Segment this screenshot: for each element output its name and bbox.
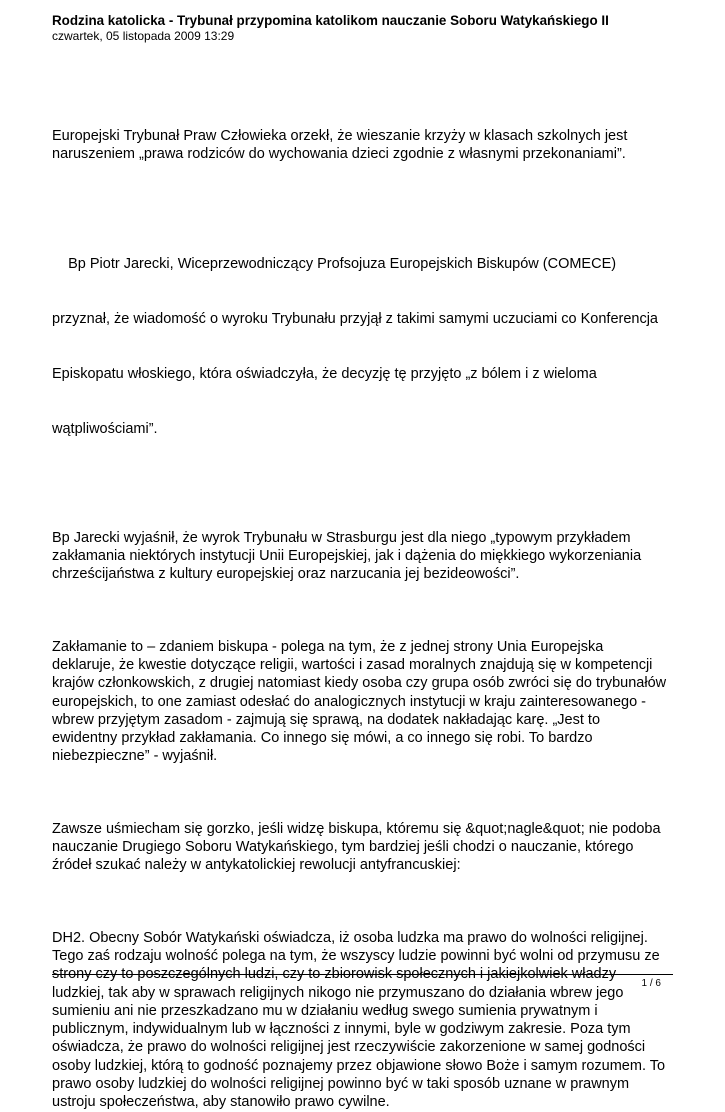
paragraph bbox=[52, 529, 692, 584]
document-header bbox=[52, 13, 692, 44]
text-line: DH2. Obecny Sobór Watykański oświadcza, iż osoba ludzka ma prawo do wolności religijnej. bbox=[52, 929, 648, 946]
text-line: sumieniu ani nie przeszkadzano mu w działaniu według swego sumienia prywatnym i bbox=[52, 1002, 598, 1019]
text-line: wbrew przyjętym zasadom - zajmują się sprawą, na dodatek nakładając karę. „Jest to bbox=[52, 711, 601, 728]
footer-divider bbox=[52, 974, 673, 975]
text-line: Europejski Trybunał Praw Człowieka orzekł, że wieszanie krzyży w klasach szkolnych jest bbox=[52, 128, 628, 144]
text-line: chrześcijaństwa z kultury europejskiej oraz narzucania jej bezideowości”. bbox=[52, 566, 520, 583]
text-line: ludzkiej, tak aby w sprawach religijnych nikogo nie przymuszano do działania wbrew jego bbox=[52, 984, 624, 1001]
text-line: ewidentny przykład zakłamania. Co innego się mówi, a co innego się robi. To bardzo bbox=[52, 730, 593, 747]
paragraph bbox=[52, 638, 692, 766]
text-line: osoby ludzkiej, którą to godność poznajemy przez objawione słowo Boże i samym rozumem. To bbox=[52, 1057, 666, 1074]
text-line: Zakłamanie to – zdaniem biskupa - polega na tym, że z jednej strony Unia Europejska bbox=[52, 638, 604, 655]
text-line: naruszeniem „prawa rodziców do wychowania dzieci zgodnie z własnymi przekonaniami”. bbox=[52, 146, 626, 163]
text-line: ustroju społeczeństwa, aby stanowiło prawo cywilne. bbox=[52, 1094, 390, 1111]
text-line: Zawsze uśmiecham się gorzko, jeśli widzę biskupa, któremu się &quot;nagle&quot; nie podoba bbox=[52, 820, 661, 837]
paragraph bbox=[52, 127, 692, 164]
text-line: niebezpieczne” - wyjaśnił. bbox=[52, 748, 218, 765]
page-number: 1 / 6 bbox=[641, 978, 661, 989]
article-date: czwartek, 05 listopada 2009 13:29 bbox=[52, 29, 235, 43]
text-line: źródeł szukać należy w antykatolickiej rewolucji antyfrancuskiej: bbox=[52, 857, 461, 874]
text-line: prawo osoby ludzkiej do wolności religijnej powinno być w taki sposób uznane w prawnym bbox=[52, 1075, 630, 1092]
text-line: zakłamania niektórych instytucji Unii Europejskiej, jak i dążenia do miękkiego wykorzeniania bbox=[52, 548, 642, 565]
text-line: Episkopatu włoskiego, która oświadczyła, że decyzję tę przyjęto „z bólem i z wieloma bbox=[52, 365, 597, 382]
paragraph bbox=[52, 929, 692, 1112]
text-line: strony czy to poszczególnych ludzi, czy to zbiorowisk społecznych i jakiejkolwiek władzy bbox=[52, 966, 617, 983]
text-line: krajów członkowskich, z drugiej natomiast kiedy osoba czy grupa osób zwróci się do trybunałów bbox=[52, 675, 667, 692]
text-line: Bp Piotr Jarecki, Wiceprzewodniczący Profsojuza Europejskich Biskupów (COMECE) bbox=[52, 256, 617, 273]
text-line: Tego zaś rodzaju wolność polega na tym, że wszyscy ludzie powinni być wolni od przymusu ze bbox=[52, 947, 660, 964]
text-line: publicznym, indywidualnym lub w łączności z innymi, byle w godziwym zakresie. Poza tym bbox=[52, 1021, 631, 1038]
text-line: przyznał, że wiadomość o wyroku Trybunału przyjął z takimi samymi uczuciami co Konferencja bbox=[52, 311, 658, 328]
text-line: wątpliwościami”. bbox=[52, 420, 158, 437]
text-line: europejskich, to one zamiast odesłać do analogicznych instytucji w kraju zainteresowanego - bbox=[52, 693, 647, 710]
paragraph bbox=[52, 820, 692, 875]
text-line: deklaruje, że kwestie dotyczące religii, wartości i zasad moralnych znajdują się w kompetencji bbox=[52, 656, 653, 673]
article-body bbox=[52, 127, 692, 1112]
text-line: Bp Jarecki wyjaśnił, że wyrok Trybunału w Strasburgu jest dla niego „typowym przykładem bbox=[52, 529, 631, 546]
article-title: Rodzina katolicka - Trybunał przypomina katolikom nauczanie Soboru Watykańskiego II bbox=[52, 13, 609, 28]
text-line: nauczanie Drugiego Soboru Watykańskiego, tym bardziej jeśli chodzi o nauczanie, którego bbox=[52, 839, 634, 856]
paragraph bbox=[52, 219, 692, 475]
text-line: oświadcza, że prawo do wolności religijnej jest rzeczywiście zakorzenione w samej godności bbox=[52, 1039, 646, 1056]
